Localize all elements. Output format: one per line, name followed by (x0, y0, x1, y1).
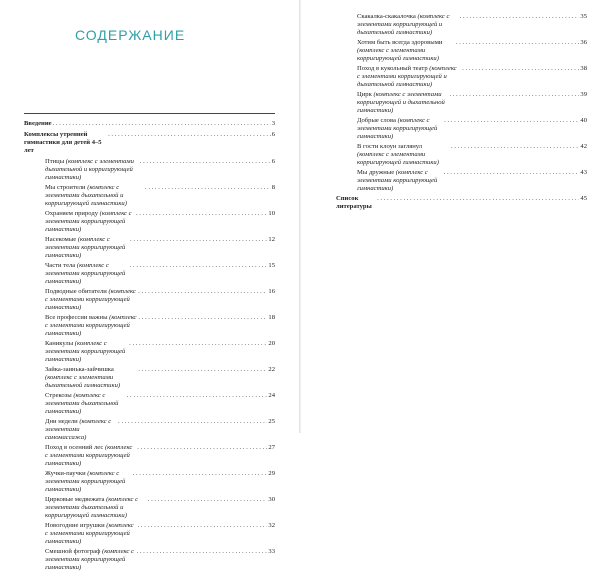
toc-entry-name: Стрекозы (45, 391, 72, 399)
toc-entry-name: Дни недели (45, 417, 78, 425)
toc-entry-name: Цирковые медвежата (45, 495, 105, 503)
left-page (0, 0, 298, 571)
toc-entry-text (45, 496, 147, 521)
toc-entry-text (24, 120, 52, 128)
toc-entry (336, 13, 587, 38)
toc-list-left (24, 120, 275, 574)
dot-leader (138, 366, 267, 374)
toc-entry (24, 158, 275, 183)
toc-entry-note: (комплекс с элементами дыхательной и корригирующей гимнастики) (45, 183, 127, 207)
toc-entry (24, 210, 275, 235)
toc-entry-page: 32 (268, 521, 275, 529)
toc-entry-text (45, 444, 136, 469)
toc-entry-line (45, 288, 275, 313)
dot-leader (136, 210, 267, 218)
dot-leader (138, 314, 267, 322)
toc-entry-note: (комплекс с элементами дыхательной и корригирующей гимнастики) (45, 495, 138, 519)
toc-entry-page: 33 (268, 547, 275, 555)
dot-leader (137, 444, 267, 452)
toc-entry-note: (комплекс с элементами корригирующей гимнастики) (45, 287, 136, 311)
toc-entry-note: (комплекс с элементами дыхательной гимнастики) (45, 391, 119, 415)
toc-entry-note: (комплекс с элементами самомассажа) (45, 417, 112, 441)
toc-entry (24, 496, 275, 521)
toc-entry-line (24, 131, 275, 156)
toc-entry-text (45, 340, 128, 365)
toc-entry-line (357, 169, 587, 194)
toc-entry-text (45, 210, 135, 235)
toc-entry-text (357, 117, 443, 142)
toc-entry (24, 470, 275, 495)
toc-entry (24, 184, 275, 209)
dot-leader (108, 131, 271, 139)
toc-entry-page: 22 (268, 365, 275, 373)
toc-entry-text (357, 39, 455, 64)
toc-entry-text (45, 548, 136, 573)
toc-entry (336, 195, 587, 211)
toc-entry-line (45, 184, 275, 209)
toc-entry-line (45, 236, 275, 261)
toc-entry-note: (комплекс с элементами дыхательной гимнастики) (45, 373, 121, 389)
dot-leader (130, 262, 268, 270)
toc-entry-text (45, 470, 132, 495)
toc-entry-page: 20 (268, 339, 275, 347)
toc-entry-page: 43 (580, 169, 587, 176)
toc-entry-name: Новогодние игрушки (45, 521, 105, 529)
toc-entry-line (357, 117, 587, 142)
toc-entry (24, 444, 275, 469)
book-gutter (299, 0, 301, 433)
toc-entry-line (45, 340, 275, 365)
toc-entry-note: (комплекс с элементами корригирующей и дыхательной гимнастики) (357, 91, 445, 115)
dot-leader (460, 13, 580, 21)
toc-entry-page: 10 (268, 209, 275, 217)
toc-entry-name: Мы строители (45, 183, 86, 191)
toc-entry-text (357, 91, 448, 116)
toc-entry-line (24, 120, 275, 128)
dot-leader (462, 65, 579, 73)
toc-entry-name: Цирк (357, 91, 372, 98)
toc-entry-name: Смешной фотограф (45, 547, 101, 555)
dot-leader (145, 184, 271, 192)
toc-entry-name: Добрые слова (357, 117, 396, 124)
toc-entry-page: 40 (580, 117, 587, 124)
toc-entry (24, 236, 275, 261)
toc-entry-page: 25 (268, 417, 275, 425)
toc-entry-text (357, 143, 450, 168)
toc-entry-text (45, 366, 137, 391)
toc-title: СОДЕРЖАНИЕ (75, 27, 186, 43)
toc-entry-note: (комплекс с элементами корригирующей гимнастики) (357, 151, 439, 167)
toc-entry-text (357, 65, 461, 90)
toc-entry-line (45, 444, 275, 469)
dot-leader (456, 39, 580, 47)
toc-entry-text (24, 131, 107, 156)
dot-leader (444, 117, 579, 125)
toc-entry-page: 35 (580, 13, 587, 20)
toc-list-right (336, 13, 587, 214)
toc-entry-name: Все профессии важны (45, 313, 108, 321)
toc-entry (336, 117, 587, 142)
dot-leader (53, 120, 271, 128)
toc-entry-line (45, 392, 275, 417)
toc-entry (336, 39, 587, 64)
toc-entry (24, 340, 275, 365)
toc-entry-text (45, 314, 137, 339)
dot-leader (148, 496, 268, 504)
toc-entry-page: 6 (271, 130, 275, 138)
toc-entry-text (45, 418, 117, 443)
toc-entry-line (45, 366, 275, 391)
toc-entry-page: 38 (580, 65, 587, 72)
toc-entry-text (357, 13, 459, 38)
dot-leader (451, 143, 579, 151)
dot-leader (138, 522, 268, 530)
toc-entry (24, 366, 275, 391)
toc-entry-note: (комплекс с элементами корригирующей гимнастики) (357, 169, 438, 193)
dot-leader (140, 158, 271, 166)
toc-entry-note: (комплекс с элементами корригирующей гимнастики) (45, 469, 126, 493)
dot-leader (130, 236, 267, 244)
toc-entry-page: 24 (268, 391, 275, 399)
toc-entry (24, 314, 275, 339)
toc-entry-name: Скакалка-скакалочка (357, 13, 416, 20)
toc-entry (24, 288, 275, 313)
toc-entry-page: 15 (268, 261, 275, 269)
toc-entry-note: (комплекс с элементами корригирующей гимнастики) (45, 547, 134, 571)
toc-entry (336, 65, 587, 90)
toc-entry-page: 27 (268, 443, 275, 451)
dot-leader (137, 548, 268, 556)
toc-entry-page: 6 (271, 157, 275, 165)
toc-entry-page: 18 (268, 313, 275, 321)
toc-entry-page: 3 (271, 120, 275, 127)
toc-entry-line (357, 91, 587, 116)
toc-entry-name: Зайка-заинька-зайчишка (45, 365, 114, 373)
toc-entry (24, 392, 275, 417)
toc-entry-note: (комплекс с элементами корригирующей гимнастики) (45, 261, 126, 285)
toc-entry-name: Комплексы утренней гимнастики для детей 4–5 лет (24, 130, 102, 154)
toc-entry-name: Мы дружные (357, 169, 395, 176)
right-page (302, 0, 600, 433)
toc-entry-page: 42 (580, 143, 587, 150)
toc-entry-line (45, 496, 275, 521)
toc-entry-text (45, 522, 137, 547)
toc-entry-name: Поход в кукольный театр (357, 65, 428, 72)
toc-entry-note: (комплекс с элементами корригирующей гимнастики) (357, 47, 439, 63)
toc-entry (336, 169, 587, 194)
toc-entry-page: 12 (268, 235, 275, 243)
dot-leader (449, 91, 579, 99)
dot-leader (377, 195, 579, 203)
toc-entry-note: (комплекс с элементами корригирующей гимнастики) (45, 235, 126, 259)
toc-entry (336, 143, 587, 168)
toc-entry (336, 91, 587, 116)
toc-entry-line (45, 418, 275, 443)
toc-entry-line (45, 314, 275, 339)
toc-entry-name: Жучки-паучки (45, 469, 86, 477)
dot-leader (133, 470, 268, 478)
toc-entry-note: (комплекс с элементами корригирующей и дыхательной гимнастики) (357, 65, 457, 89)
toc-entry-line (45, 470, 275, 495)
toc-entry-text (45, 184, 144, 209)
toc-entry-text (45, 236, 129, 261)
toc-entry (24, 131, 275, 156)
toc-entry-name: Список литературы (336, 195, 372, 211)
dot-leader (118, 418, 267, 426)
toc-entry-text (336, 195, 376, 211)
toc-entry-name: Насекомые (45, 235, 77, 243)
toc-entry-note: (комплекс с элементами корригирующей гимнастики) (45, 521, 134, 545)
toc-entry-note: (комплекс с элементами корригирующей гимнастики) (45, 209, 132, 233)
toc-entry-page: 36 (580, 39, 587, 46)
dot-leader (138, 288, 267, 296)
toc-entry-page: 30 (268, 495, 275, 503)
toc-entry-name: Поход в осенний лес (45, 443, 104, 451)
toc-entry-page: 8 (271, 183, 275, 191)
toc-entry-name: Хотим быть всегда здоровыми (357, 39, 443, 46)
toc-entry (24, 548, 275, 573)
toc-entry-page: 16 (268, 287, 275, 295)
dot-leader (129, 340, 267, 348)
toc-entry-name: В гости клоун заглянул (357, 143, 423, 150)
toc-entry-note: (комплекс с элементами корригирующей гимнастики) (45, 443, 133, 467)
toc-entry-line (45, 548, 275, 573)
toc-entry-name: Охраняем природу (45, 209, 99, 217)
toc-entry-line (45, 262, 275, 287)
toc-entry-text (45, 392, 126, 417)
toc-entry-line (357, 143, 587, 168)
toc-entry-note: (комплекс с элементами корригирующей гимнастики) (45, 313, 137, 337)
toc-entry-name: Части тела (45, 261, 76, 269)
toc-entry (24, 522, 275, 547)
title-rule (24, 113, 275, 114)
toc-entry-note: (комплекс с элементами корригирующей гимнастики) (45, 339, 126, 363)
toc-entry-line (357, 39, 587, 64)
toc-entry-name: Подводные обитатели (45, 287, 107, 295)
toc-entry-page: 29 (268, 469, 275, 477)
toc-entry-line (336, 195, 587, 211)
toc-entry-text (45, 288, 137, 313)
toc-entry-note: (комплекс с элементами корригирующей и дыхательной гимнастики) (357, 13, 450, 37)
toc-entry (24, 120, 275, 128)
toc-entry-note: (комплекс с элементами корригирующей гимнастики) (357, 117, 438, 141)
toc-entry-name: Птицы (45, 157, 65, 165)
toc-entry (24, 418, 275, 443)
toc-entry-line (45, 210, 275, 235)
toc-entry-line (45, 158, 275, 183)
dot-leader (444, 169, 580, 177)
toc-entry-note: (комплекс с элементами дыхательной и корригирующей гимнастики) (45, 157, 134, 181)
toc-entry-text (45, 158, 139, 183)
dot-leader (127, 392, 268, 400)
toc-entry-line (357, 13, 587, 38)
toc-entry-line (45, 522, 275, 547)
toc-entry-name: Каникулы (45, 339, 74, 347)
toc-entry (24, 262, 275, 287)
toc-entry-text (357, 169, 443, 194)
toc-entry-text (45, 262, 129, 287)
toc-entry-page: 39 (580, 91, 587, 98)
toc-entry-line (357, 65, 587, 90)
toc-entry-name: Введение (24, 120, 52, 127)
toc-entry-page: 45 (580, 195, 587, 202)
